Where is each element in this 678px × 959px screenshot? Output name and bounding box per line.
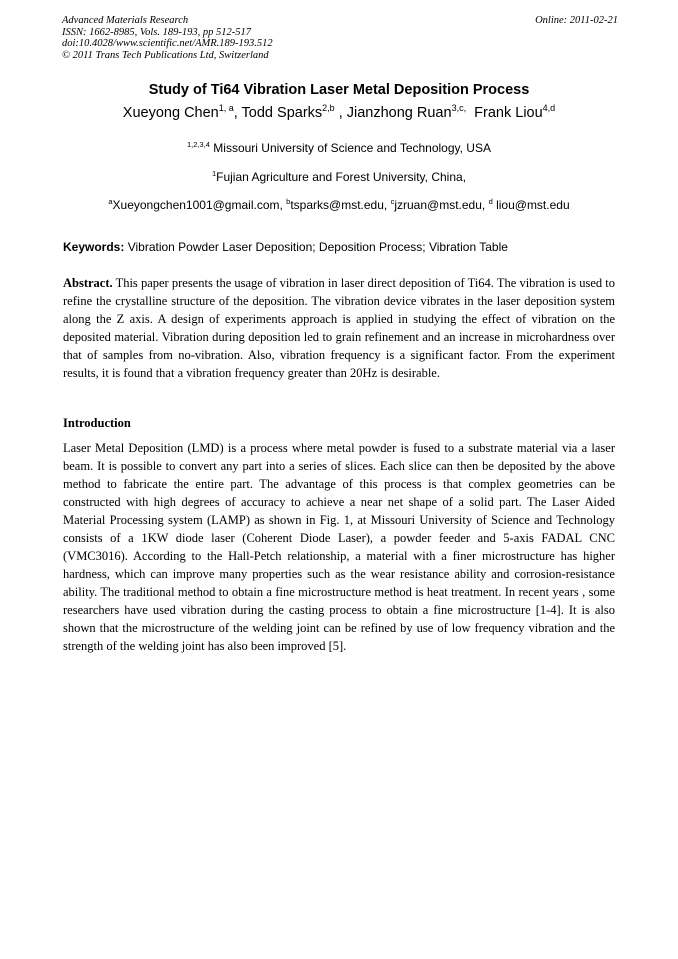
affiliation-sup: 1 [211, 169, 217, 178]
journal-header [62, 15, 618, 61]
author-name: Xueyong Chen [122, 105, 219, 121]
author-emails [0, 198, 678, 212]
copyright-line: © 2011 Trans Tech Publications Ltd, Switzerland [62, 49, 269, 61]
email-link[interactable]: tsparks@mst.edu, [290, 198, 388, 212]
keywords [63, 240, 615, 254]
affiliation-1 [0, 141, 678, 155]
affiliation-text: Fujian Agriculture and Forest University, China, [216, 170, 467, 184]
abstract-text: This paper presents the usage of vibration in laser direct deposition of Ti64. The vibration is used to refine the crystalline structure of the deposition. The vibration device vibrates in the laser deposition system along the Z axis. A design of experiments approach is applied in studying the effect of vibration on the deposited material. Vibration during deposition led to grain refinement and an increase in microhardness over that of samples from no-vibration. Also, vibration frequency is a significant factor. From the experiment results, it is found that a vibration frequency greater than 20Hz is desirable. [63, 276, 615, 380]
affiliation-2 [0, 170, 678, 184]
introduction-heading: Introduction [63, 416, 131, 430]
author-name: Todd Sparks [241, 105, 323, 121]
author-sup: 1, a [218, 103, 234, 113]
issn-line: ISSN: 1662-8985, Vols. 189-193, pp 512-517 [62, 26, 251, 38]
online-date: Online: 2011-02-21 [535, 15, 618, 26]
abstract-label: Abstract. [63, 276, 113, 290]
affiliation-sup: 1,2,3,4 [187, 140, 210, 149]
author-name: Frank Liou [474, 105, 543, 121]
author-sup: 3,c, [451, 103, 467, 113]
email-sup: b [286, 197, 291, 206]
author-sup: 4,d [542, 103, 556, 113]
keywords-text: Vibration Powder Laser Deposition; Deposition Process; Vibration Table [127, 240, 508, 254]
keywords-label: Keywords: [63, 240, 125, 254]
email-sup: d [488, 197, 493, 206]
author-list: Xueyong Chen$^{1, a}$, Todd Sparks$^{2,b}$ , Jianzhong Ruan$^{3,c,}$ Frank Liou$^{4,d}$ [122, 103, 556, 121]
email-sup: a [108, 197, 113, 206]
author-sup: 2,b [322, 103, 335, 113]
introduction-text: Laser Metal Deposition (LMD) is a process where metal powder is fused to a substrate material via a laser beam. It is possible to convert any part into a series of slices. Each slice can then be deposited by the above method to fabricate the entire part. The advantage of this process is that complex geometries can be constructed with high degrees of accuracy to achieve a near net shape of a solid part. The Laser Aided Material Processing system (LAMP) as shown in Fig. 1, at Missouri University of Science and Technology consists of a 1KW diode laser (Coherent Diode Laser), a powder feeder and 5-axis FADAL CNC (VMC3016). According to the Hall-Petch relationship, a material with a finer microstructure has higher hardness, which can improve many properties such as the wear resistance ability and corrosion-resistance ability. The traditional method to obtain a fine microstructure method is heat treatment. In recent years , some researchers have used vibration during the casting process to obtain a fine microstructure [1-4]. It is also shown that the microstructure of the welding joint can be refined by use of low frequency vibration and the strength of the welding joint has also been improved [5]. [63, 441, 615, 653]
abstract [63, 274, 615, 382]
author-name: Jianzhong Ruan [346, 105, 452, 121]
email-sup: c [390, 197, 395, 206]
email-link[interactable]: Xueyongchen1001@gmail.com, [112, 198, 283, 212]
journal-name: Advanced Materials Research [62, 15, 189, 26]
paper-title: Study of Ti64 Vibration Laser Metal Deposition Process [148, 82, 530, 98]
doi-line: doi:10.4028/www.scientific.net/AMR.189-193.512 [62, 38, 273, 49]
affiliation-text: Missouri University of Science and Technology, USA [213, 141, 491, 155]
email-link[interactable]: jzruan@mst.edu, [394, 198, 486, 212]
email-link[interactable]: liou@mst.edu [496, 198, 570, 212]
